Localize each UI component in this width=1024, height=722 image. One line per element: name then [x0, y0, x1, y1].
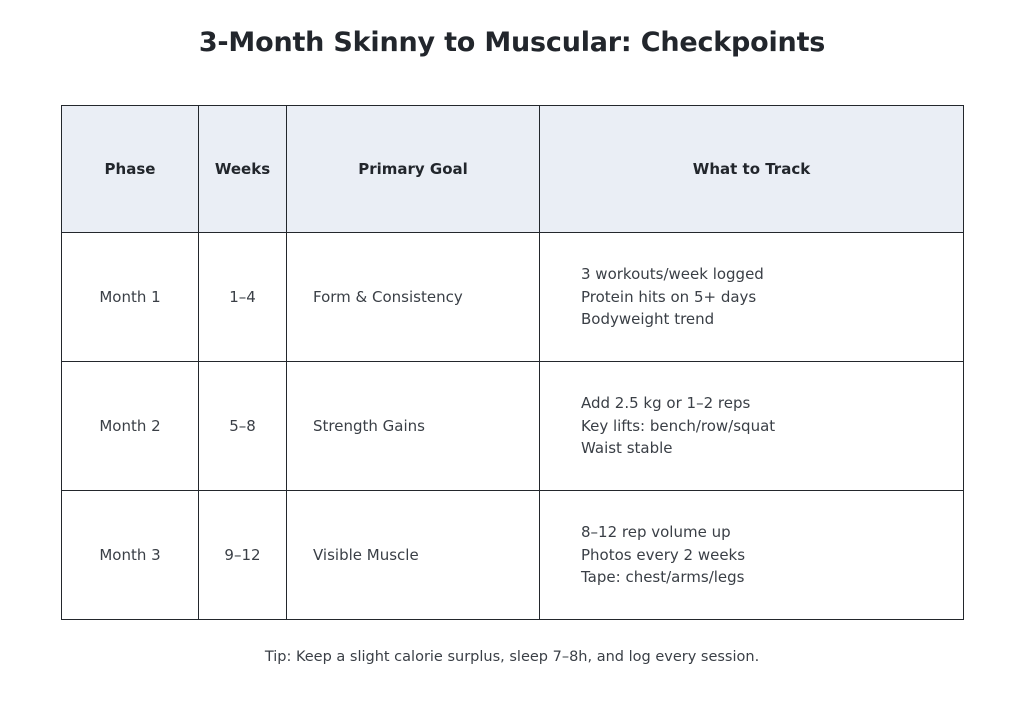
track-line: Key lifts: bench/row/squat: [581, 416, 776, 435]
track-line: 3 workouts/week logged: [581, 264, 764, 283]
cell-primary-goal: Form & Consistency: [287, 233, 540, 362]
column-header-weeks: Weeks: [199, 106, 287, 233]
cell-what-to-track: [540, 491, 964, 620]
cell-weeks: 5–8: [199, 362, 287, 491]
document-page: [0, 27, 1024, 722]
cell-primary-goal: Strength Gains: [287, 362, 540, 491]
table-row: [62, 233, 964, 362]
track-line: Photos every 2 weeks: [581, 545, 746, 564]
track-line: 8–12 rep volume up: [581, 522, 731, 541]
cell-what-to-track: [540, 362, 964, 491]
table-row: [62, 362, 964, 491]
cell-weeks: 1–4: [199, 233, 287, 362]
cell-phase: Month 2: [62, 362, 199, 491]
table-row: [62, 491, 964, 620]
track-line: Add 2.5 kg or 1–2 reps: [581, 393, 751, 412]
cell-weeks: 9–12: [199, 491, 287, 620]
checkpoints-table-container: [61, 105, 963, 620]
track-line: Protein hits on 5+ days: [581, 287, 757, 306]
track-line: Waist stable: [581, 439, 673, 458]
page-title: 3-Month Skinny to Muscular: Checkpoints: [198, 27, 826, 58]
footnote-tip: Tip: Keep a slight calorie surplus, sleep 7–8h, and log every session.: [264, 649, 760, 665]
cell-primary-goal: Visible Muscle: [287, 491, 540, 620]
checkpoints-table: [61, 105, 964, 620]
column-header-phase: Phase: [62, 106, 199, 233]
cell-phase: Month 3: [62, 491, 199, 620]
table-header-row: [62, 106, 964, 233]
table-header: [62, 106, 964, 233]
cell-phase: Month 1: [62, 233, 199, 362]
track-line: Bodyweight trend: [581, 310, 715, 329]
column-header-what-to-track: What to Track: [540, 106, 964, 233]
column-header-primary-goal: Primary Goal: [287, 106, 540, 233]
table-body: [62, 233, 964, 620]
cell-what-to-track: [540, 233, 964, 362]
track-line: Tape: chest/arms/legs: [581, 568, 745, 587]
